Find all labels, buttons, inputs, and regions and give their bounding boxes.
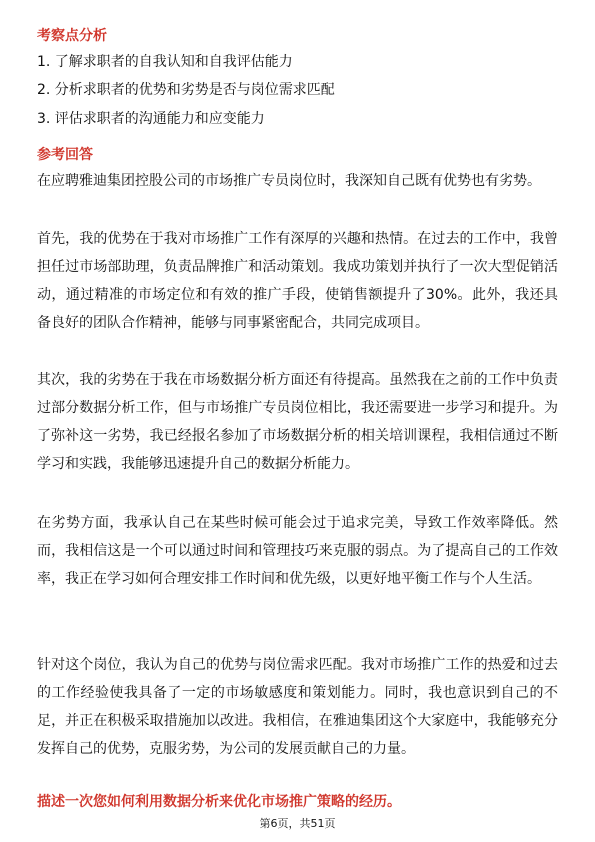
analysis-item-3: 3. 评估求职者的沟通能力和应变能力: [37, 111, 265, 127]
page-number: 第6页，共51页: [259, 817, 336, 830]
answer-paragraph-5: 针对这个岗位，我认为自己的优势与岗位需求匹配。我对市场推广工作的热爱和过去的工作经验使我具备了一定的市场敏感度和策划能力。同时，我也意识到自己的不足，并正在积极采取措施加以改进。我相信，在雅迪集团这个大家庭中，我能够充分发挥自己的优势，克服劣势，为公司的发展贡献自己的力量。: [37, 657, 558, 757]
analysis-item-2: 2. 分析求职者的优势和劣势是否与岗位需求匹配: [37, 82, 335, 98]
answer-paragraph-2: 首先，我的优势在于我对市场推广工作有深厚的兴趣和热情。在过去的工作中，我曾担任过市场部助理，负责品牌推广和活动策划。我成功策划并执行了一次大型促销活动，通过精准的市场定位和有效的推广手段，使销售额提升了30%。此外，我还具备良好的团队合作精神，能够与同事紧密配合，共同完成项目。: [37, 231, 558, 331]
analysis-heading: 考察点分析: [37, 28, 107, 44]
analysis-item-1: 1. 了解求职者的自我认知和自我评估能力: [37, 54, 293, 70]
answer-paragraph-1: 在应聘雅迪集团控股公司的市场推广专员岗位时，我深知自己既有优势也有劣势。: [37, 173, 541, 189]
next-question: 描述一次您如何利用数据分析来优化市场推广策略的经历。: [37, 794, 401, 810]
answer-paragraph-3: 其次，我的劣势在于我在市场数据分析方面还有待提高。虽然我在之前的工作中负责过部分数据分析工作，但与市场推广专员岗位相比，我还需要进一步学习和提升。为了弥补这一劣势，我已经报名参加了市场数据分析的相关培训课程，我相信通过不断学习和实践，我能够迅速提升自己的数据分析能力。: [37, 372, 558, 472]
answer-heading: 参考回答: [37, 147, 93, 163]
answer-paragraph-4: 在劣势方面，我承认自己在某些时候可能会过于追求完美，导致工作效率降低。然而，我相信这是一个可以通过时间和管理技巧来克服的弱点。为了提高自己的工作效率，我正在学习如何合理安排工作时间和优先级，以更好地平衡工作与个人生活。: [37, 515, 558, 587]
